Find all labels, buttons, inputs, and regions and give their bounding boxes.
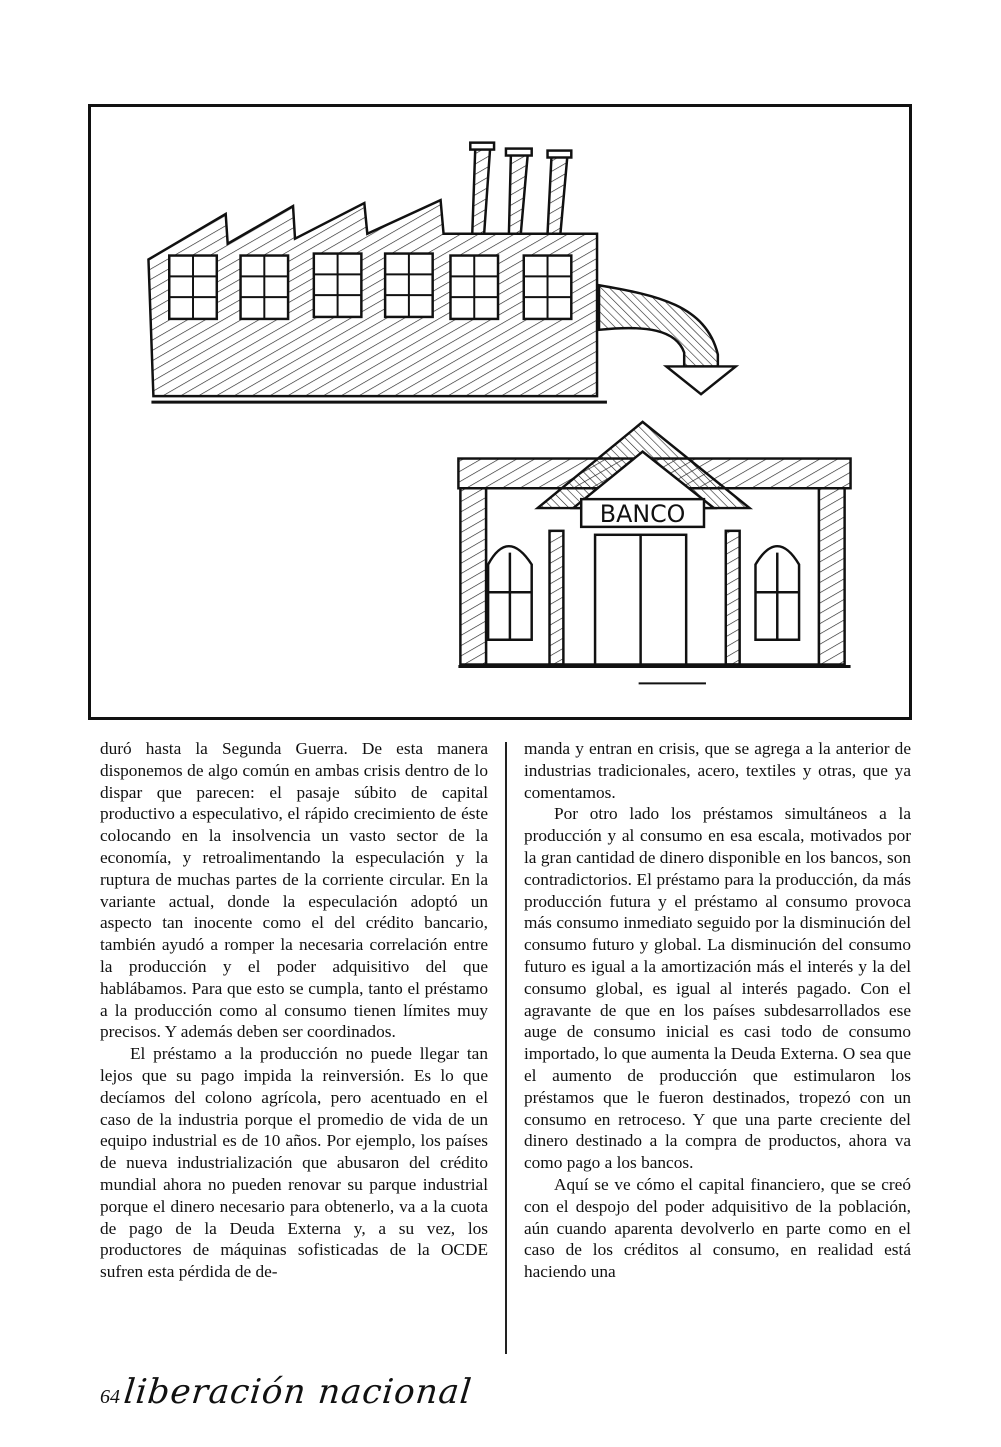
- paragraph: Aquí se ve cómo el capital financiero, que se creó con el despojo del poder adquisitivo de la población, aún cuando aparenta devolverlo en parte como en el caso de los créditos al consumo, en realidad está haciendo una: [524, 1174, 911, 1282]
- page-number: 64: [100, 1386, 120, 1408]
- bank-drawing: [458, 422, 850, 683]
- arrow-icon: [599, 285, 736, 394]
- paragraph: duró hasta la Segunda Guerra. De esta manera disponemos de algo común en ambas crisis dentro de lo dispar que parecen: el pasaje súbito de capital productivo a especulativo, el rápido crecimiento de éste colocando en la insolvencia un vasto sector de la economía, y retroalimentando la especulación y la ruptura de muchas partes de la corriente circular. En la variante actual, donde la especulación adoptó un aspecto tan inocente como el del crédito bancario, también ayudó a romper la necesaria correlación entre la producción y el poder adquisitivo del que hablábamos. Para que esto se cumpla, tanto el préstamo a la producción como al consumo tienen límites muy precisos. Y además deben ser coordinados.: [100, 739, 488, 1042]
- bank-sign: BANCO: [599, 499, 686, 528]
- factory-bank-illustration: [91, 107, 909, 717]
- page-footer: [100, 1372, 472, 1420]
- left-column: [100, 738, 488, 1283]
- paragraph: manda y entran en crisis, que se agrega a la anterior de industrias tradicionales, acero, textiles y otras, que ya comentamos.: [524, 739, 911, 802]
- paragraph: Por otro lado los préstamos simultáneos a la producción y al consumo en esa escala, motivados por la gran cantidad de dinero disponible en los bancos, son contradictorios. El préstamo para la producción, da más producción futura y el préstamo al consumo provoca más consumo inmediato seguido por la disminución del consumo futuro y global. La disminución del consumo futuro es igual a la amortización más el interés y la del consumo global, es igual al interés pagado. Con el agravante de que en los países subdesarrollados ese auge de consumo inicial es casi todo de consumo importado, lo que aumenta la Deuda Externa. O sea que el aumento de producción que estimularon los préstamos que le fueron destinados, tropezó con un consumo en retroceso. Y que una parte creciente del dinero destinado a la compra de productos, ahora va como pago a los bancos.: [524, 804, 911, 1173]
- column-divider: [505, 742, 507, 1354]
- paragraph: El préstamo a la producción no puede llegar tan lejos que su pago impida la reinversión. Es lo que decíamos del colono agrícola, pero acentuado en el caso de la industria porque el promedio de vida de un equipo industrial es de 10 años. Por ejemplo, los países de nueva industrialización que abusaron del crédito mundial ahora no pueden renovar su parque industrial porque el dinero necesario para obtenerlo, va a la cuota de pago de la Deuda Externa y, a su vez, los productores de máquinas sofisticadas de la OCDE sufren esta pérdida de de-: [100, 1044, 488, 1282]
- factory-drawing: [148, 143, 606, 402]
- illustration-frame: [88, 104, 912, 720]
- right-column: [524, 738, 911, 1283]
- magazine-name: liberación nacional: [121, 1372, 474, 1412]
